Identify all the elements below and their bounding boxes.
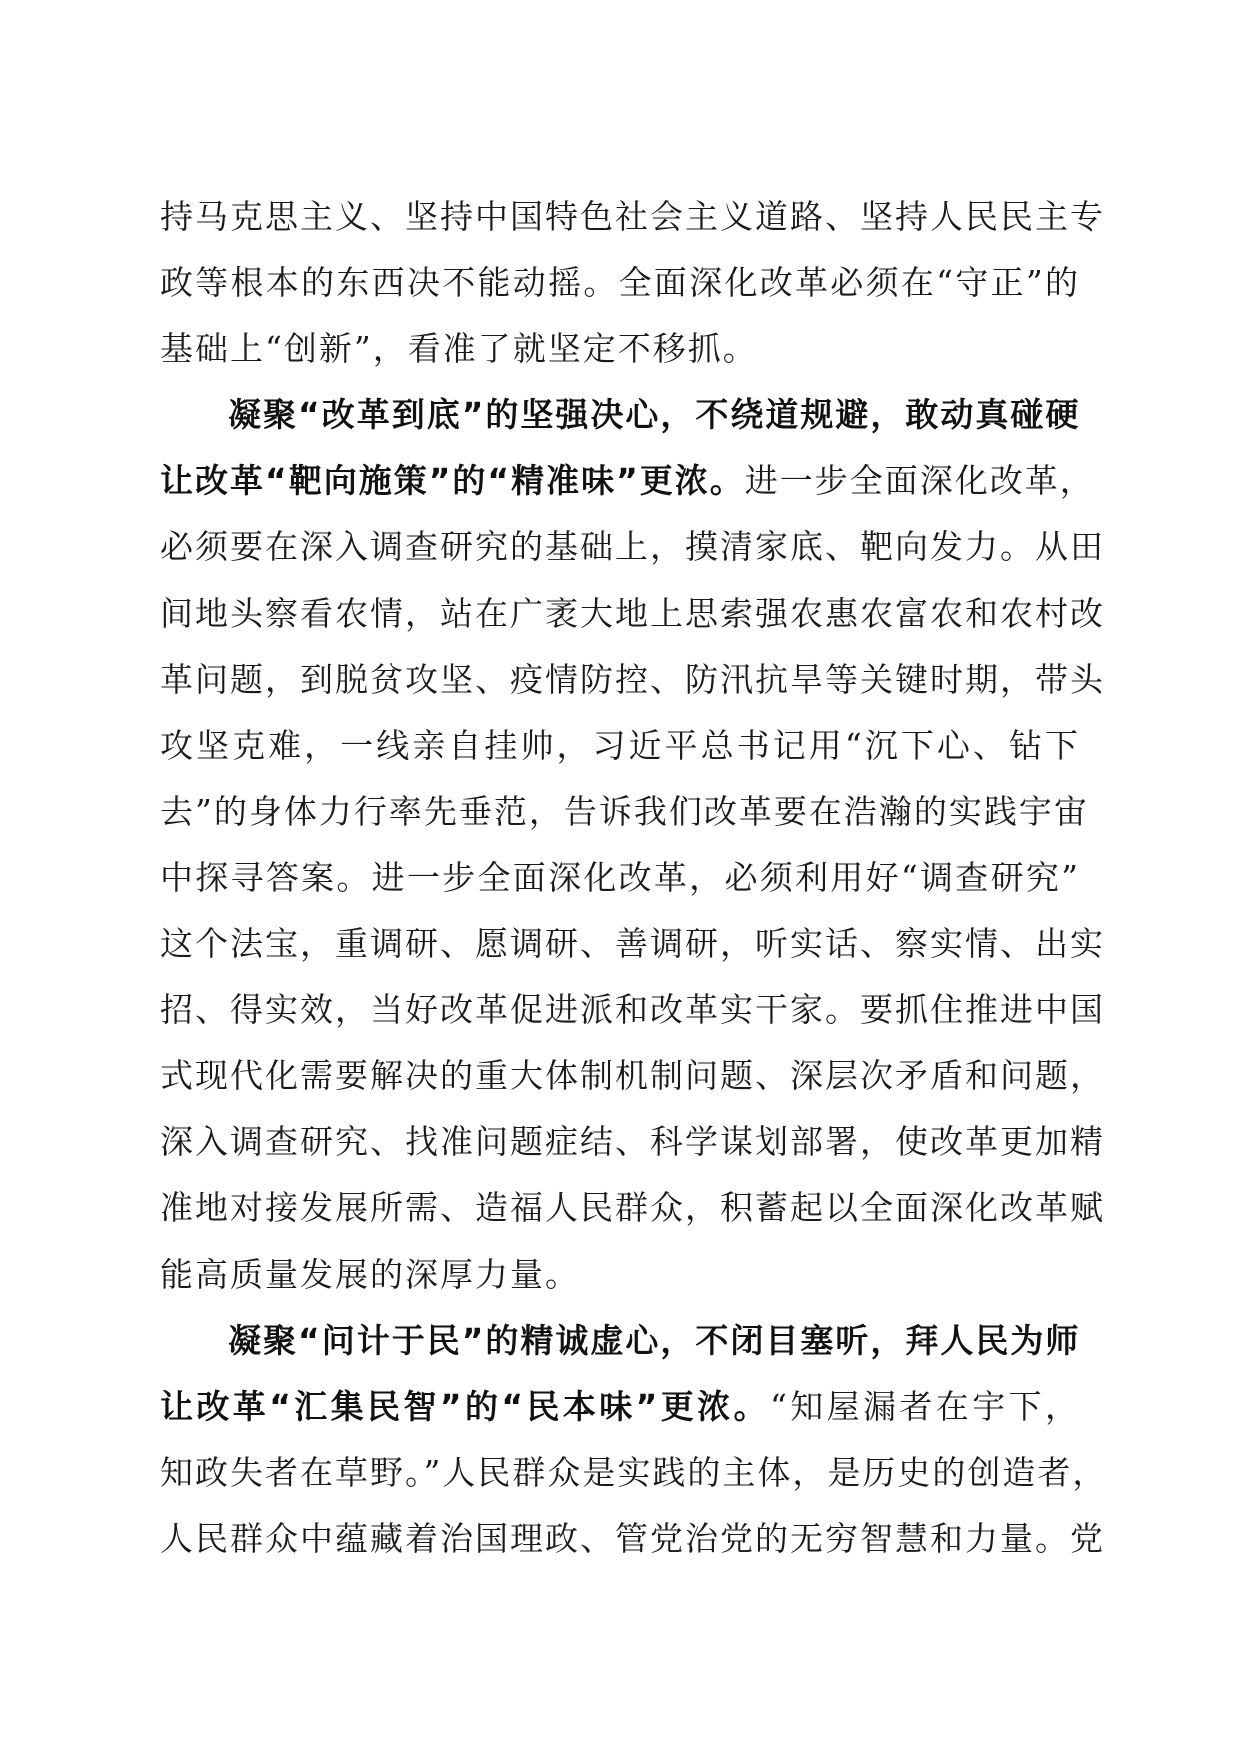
text-line: 能高质量发展的深厚力量。 [160, 1254, 580, 1294]
text-line: 深入调查研究、找准问题症结、科学谋划部署，使改革更加精 [160, 1122, 1105, 1162]
text-line: 式现代化需要解决的重大体制机制问题、深层次矛盾和问题， [160, 1056, 1105, 1096]
text-line: 间地头察看农情，站在广袤大地上思索强农惠农富农和农村改 [160, 593, 1105, 633]
text-line: 革问题，到脱贫攻坚、疫情防控、防汛抗旱等关键时期，带头 [160, 659, 1105, 699]
text-line: 攻坚克难，一线亲自挂帅，习近平总书记用“沉下心、钻下 [160, 725, 1080, 765]
text-line: 准地对接发展所需、造福人民群众，积蓄起以全面深化改革赋 [160, 1188, 1105, 1228]
heading-continuation-line [160, 1374, 1080, 1440]
text-line: 持马克思主义、坚持中国特色社会主义道路、坚持人民民主专 [160, 197, 1105, 236]
text-line: 人民群众中蕴藏着治国理政、管党治党的无穷智慧和力量。党 [160, 1518, 1105, 1558]
section-heading-tail: 让改革“靶向施策”的“精准味”更浓。 [160, 461, 745, 501]
text-line: 政等根本的东西决不能动摇。全面深化改革必须在“守正”的 [160, 263, 1080, 303]
text-line: 去”的身体力行率先垂范，告诉我们改革要在浩瀚的实践宇宙 [160, 791, 1089, 831]
text-line: 基础上“创新”，看准了就坚定不移抓。 [160, 329, 758, 369]
document-body [160, 184, 1108, 1572]
text-line: 招、得实效，当好改革促进派和改革实干家。要抓住推进中国 [160, 990, 1105, 1030]
text-line: 这个法宝，重调研、愿调研、善调研，听实话、察实情、出实 [160, 924, 1105, 964]
section-heading: 凝聚“问计于民”的精诚虚心，不闭目塞听，拜人民为师 [228, 1320, 1081, 1360]
text-run: 进一步全面深化改革， [744, 461, 1095, 501]
text-run: “知屋漏者在宇下， [769, 1386, 1080, 1426]
text-line: 知政失者在草野。”人民群众是实践的主体，是历史的创造者， [160, 1452, 1108, 1492]
section-heading-tail: 让改革“汇集民智”的“民本味”更浓。 [160, 1386, 770, 1426]
text-line: 中探寻答案。进一步全面深化改革，必须利用好“调查研究” [160, 857, 1080, 897]
heading-continuation-line [160, 448, 1095, 514]
section-heading: 凝聚“改革到底”的坚强决心，不绕道规避，敢动真碰硬 [228, 395, 1081, 435]
text-line: 必须要在深入调查研究的基础上，摸清家底、靶向发力。从田 [160, 527, 1105, 567]
